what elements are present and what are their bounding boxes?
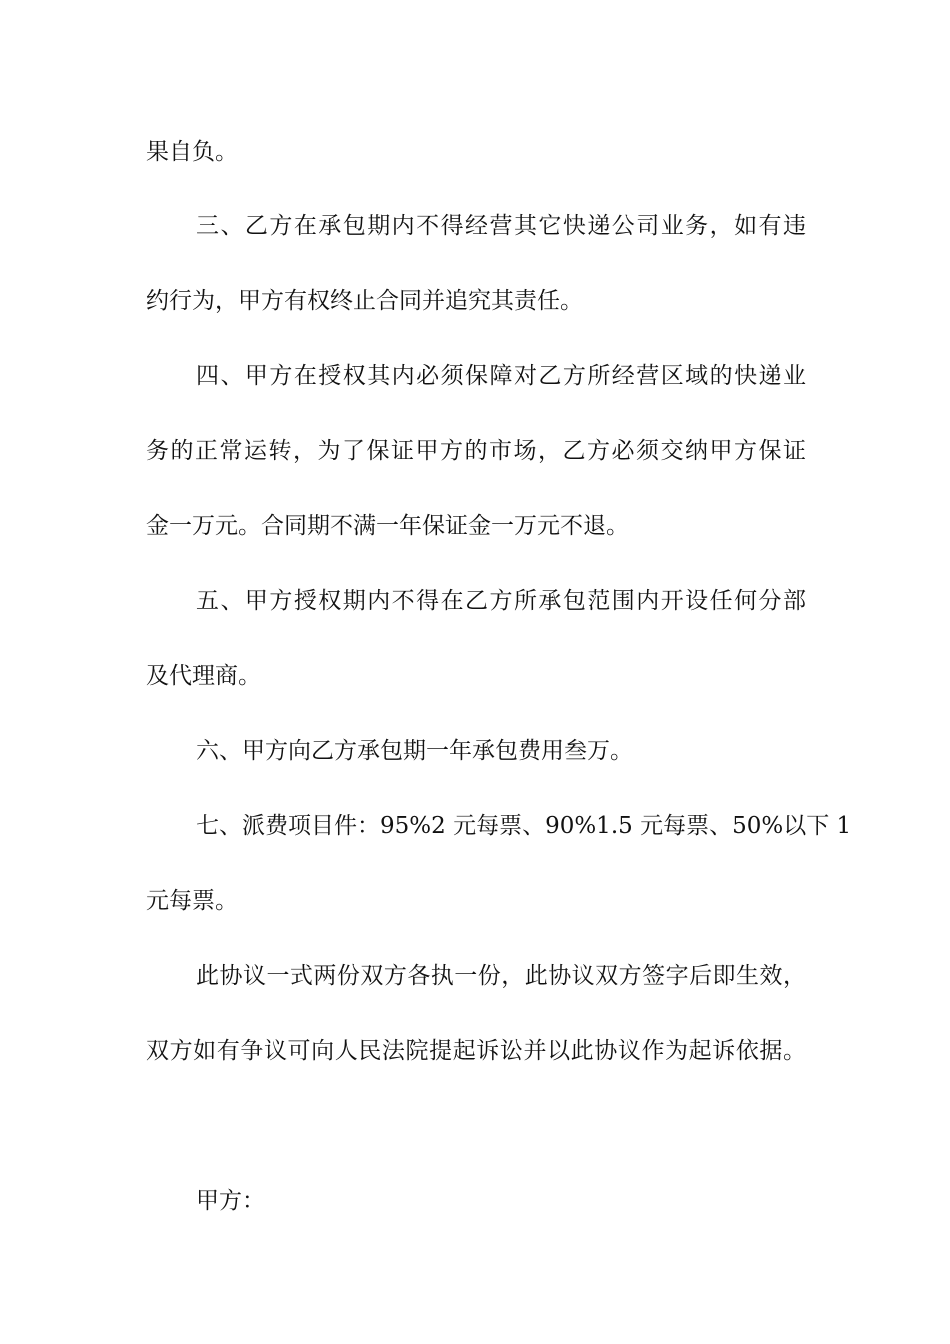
clause-4-line-2: 务的正常运转，为了保证甲方的市场，乙方必须交纳甲方保证 xyxy=(146,438,806,464)
clause-5-line-1: 五、甲方授权期内不得在乙方所承包范围内开设任何分部 xyxy=(196,588,806,614)
closing-line-1: 此协议一式两份双方各执一份，此协议双方签字后即生效， xyxy=(196,963,806,989)
clause-3-line-1: 三、乙方在承包期内不得经营其它快递公司业务，如有违 xyxy=(196,213,806,239)
text-line-1: 果自负。 xyxy=(146,139,238,165)
party-a-signature-label: 甲方： xyxy=(196,1188,265,1214)
clause-7-line-2: 元每票。 xyxy=(146,888,238,914)
clause-7-line-1: 七、派费项目件：95%2 元每票、90%1.5 元每票、50%以下 1 xyxy=(196,813,852,839)
clause-4-line-3: 金一万元。合同期不满一年保证金一万元不退。 xyxy=(146,513,629,539)
closing-line-2: 双方如有争议可向人民法院提起诉讼并以此协议作为起诉依据。 xyxy=(146,1038,806,1064)
clause-4-line-1: 四、甲方在授权其内必须保障对乙方所经营区域的快递业 xyxy=(196,363,806,389)
clause-6-line-1: 六、甲方向乙方承包期一年承包费用叁万。 xyxy=(196,738,633,764)
clause-5-line-2: 及代理商。 xyxy=(146,663,261,689)
clause-3-line-2: 约行为，甲方有权终止合同并追究其责任。 xyxy=(146,288,583,314)
